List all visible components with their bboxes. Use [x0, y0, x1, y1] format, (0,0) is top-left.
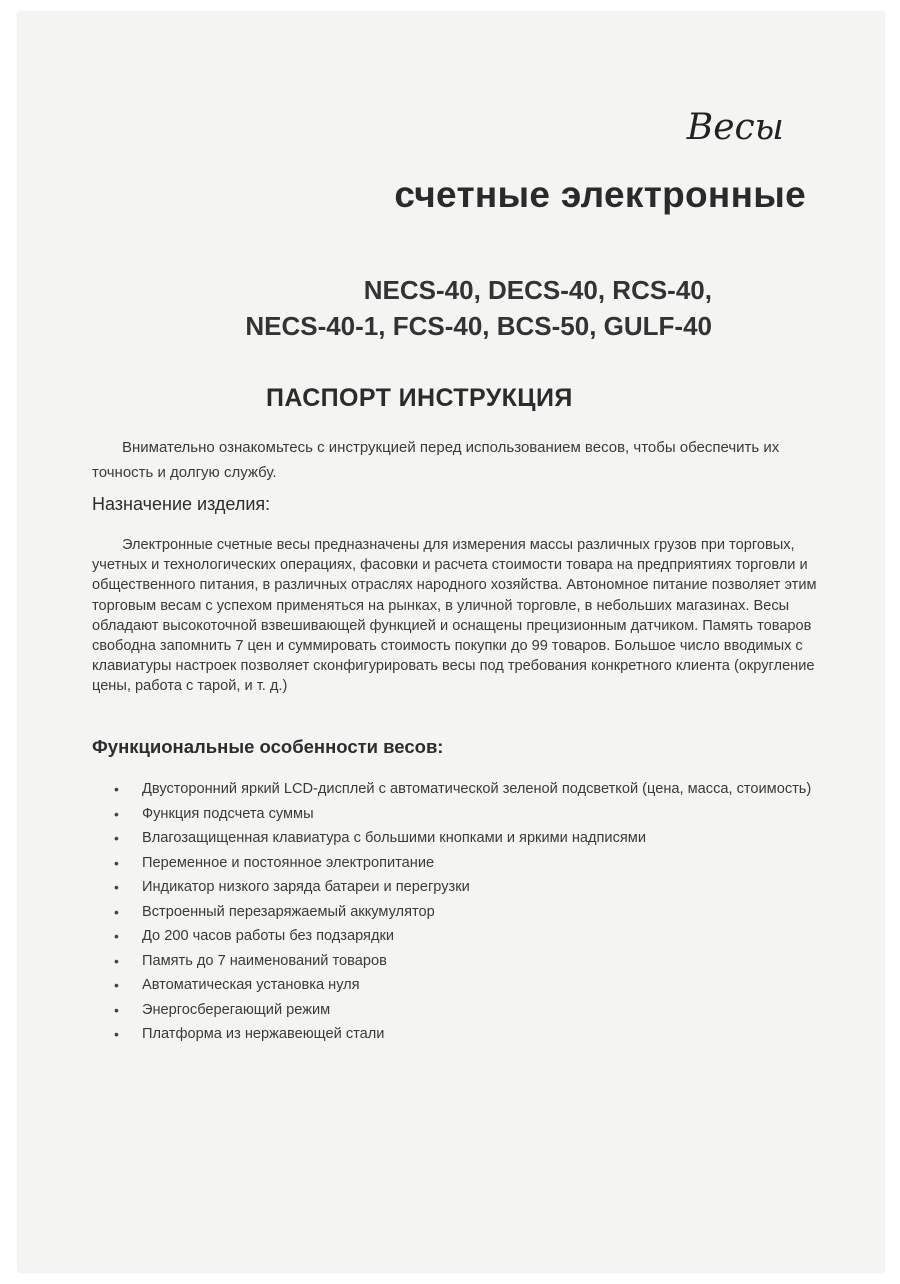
model-list	[245, 272, 712, 344]
feature-text: Энергосберегающий режим	[142, 1001, 331, 1018]
bullet-icon: •	[114, 952, 119, 969]
feature-text: Двусторонний яркий LCD-дисплей с автоматической зеленой подсветкой (цена, масса, стоимость)	[142, 781, 812, 797]
list-item	[114, 1025, 814, 1045]
list-item	[114, 805, 814, 825]
list-item	[114, 952, 814, 972]
intro-paragraph: Внимательно ознакомьтесь с инструкцией перед использованием весов, чтобы обеспечить их точность и долгую службу.	[92, 439, 780, 481]
list-item	[114, 854, 814, 874]
bullet-icon: •	[114, 1001, 119, 1018]
list-item	[114, 976, 814, 996]
feature-text: Переменное и постоянное электропитание	[142, 854, 435, 871]
features-list	[114, 780, 814, 1050]
feature-text: Функция подсчета суммы	[142, 805, 314, 822]
list-item	[114, 903, 814, 923]
document-title: Весы	[686, 107, 784, 148]
feature-text: Индикатор низкого заряда батареи и перегрузки	[142, 879, 470, 895]
list-item	[114, 780, 814, 800]
bullet-icon: •	[114, 928, 119, 944]
document-page	[18, 12, 884, 1272]
feature-text: Память до 7 наименований товаров	[142, 952, 387, 969]
list-item	[114, 829, 814, 849]
bullet-icon: •	[114, 781, 119, 797]
feature-text: Платформа из нержавеющей стали	[142, 1026, 385, 1042]
bullet-icon: •	[114, 879, 119, 895]
feature-text: Встроенный перезаряжаемый аккумулятор	[142, 903, 435, 920]
model-line: NECS-40, DECS-40, RCS-40,	[363, 275, 712, 305]
list-item	[114, 1001, 814, 1021]
bullet-icon: •	[114, 805, 119, 822]
bullet-icon: •	[114, 977, 119, 993]
passport-heading: ПАСПОРТ ИНСТРУКЦИЯ	[266, 384, 573, 412]
features-heading: Функциональные особенности весов:	[92, 736, 444, 757]
model-line: NECS-40-1, FCS-40, BCS-50, GULF-40	[245, 311, 712, 341]
bullet-icon: •	[114, 903, 119, 920]
feature-text: Влагозащищенная клавиатура с большими кнопками и яркими надписями	[142, 830, 646, 846]
document-subtitle: счетные электронные	[394, 174, 806, 215]
list-item	[114, 927, 814, 947]
bullet-icon: •	[114, 1026, 119, 1042]
list-item	[114, 878, 814, 898]
feature-text: Автоматическая установка нуля	[142, 977, 360, 993]
bullet-icon: •	[114, 854, 119, 871]
bullet-icon: •	[114, 830, 119, 846]
purpose-paragraph: Электронные счетные весы предназначены для измерения массы различных грузов при торговых, учетных и технологических операциях, фасовки и расчета стоимости товара на предприятиях торговли и общественного питания, в различных отраслях народного хозяйства. Автономное питание позволяет этим торговым весам с успехом применяться на рынках, в уличной торговле, в небольших магазинах. Весы обладают высокоточной взвешивающей функцией и оснащены прецизионным датчиком. Память товаров свободна запомнить 7 цен и суммировать стоимость покупки до 99 товаров. Большое число вводимых с клавиатуры настроек позволяет сконфигурировать весы под требования конкретного клиента (округление цены, работа с тарой, и т. д.)	[92, 537, 817, 695]
purpose-heading: Назначение изделия:	[92, 494, 271, 514]
feature-text: До 200 часов работы без подзарядки	[142, 928, 395, 944]
